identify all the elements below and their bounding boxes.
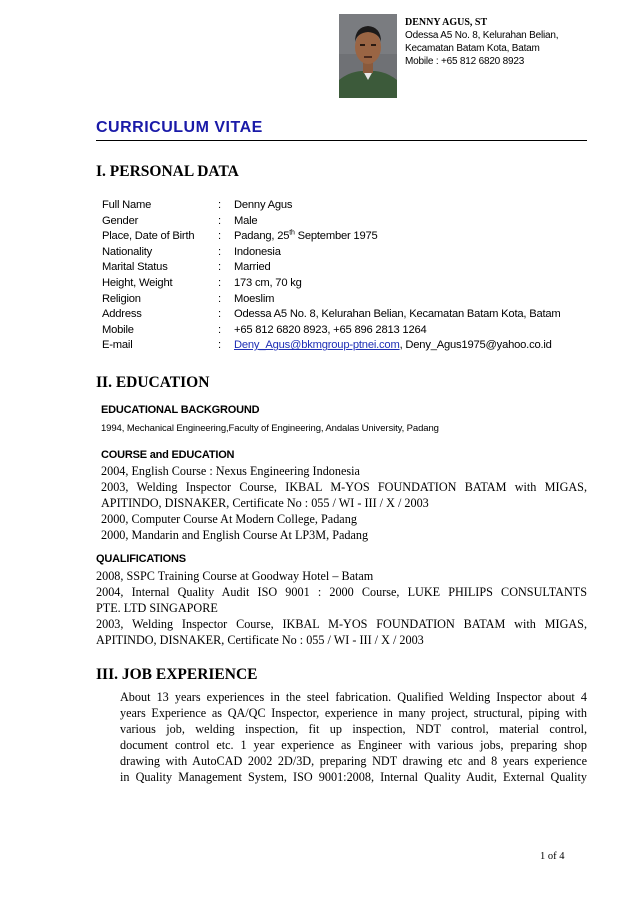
field-label: Nationality: [102, 245, 153, 258]
job-line: in Quality Management System, ISO 9001:2008, Internal Quality Audit, External Quality: [120, 769, 587, 784]
field-colon: :: [218, 230, 221, 243]
cv-title: CURRICULUM VITAE: [96, 119, 263, 136]
qualification-entry: 2008, SSPC Training Course at Goodway Hotel – Batam: [96, 569, 374, 583]
field-value: Male: [234, 214, 258, 227]
profile-photo: [339, 14, 397, 98]
personal-data-row: [102, 292, 561, 308]
course-entry: 2000, Computer Course At Modern College, Padang: [101, 511, 357, 526]
ordinal-suffix: th: [289, 229, 295, 237]
personal-data-row: [102, 338, 561, 354]
field-label: Gender: [102, 214, 139, 227]
mobile-line: Mobile : +65 812 6820 8923: [405, 56, 525, 67]
job-line: document control etc. 1 year experience as Engineer with various jobs, preparing shop: [120, 737, 587, 752]
address-line-1: Odessa A5 No. 8, Kelurahan Belian,: [405, 30, 559, 41]
field-value: Indonesia: [234, 245, 281, 258]
candidate-name: DENNY AGUS, ST: [405, 17, 488, 28]
field-label: E-mail: [102, 339, 133, 352]
field-value: [234, 338, 552, 354]
education-heading: II. EDUCATION: [96, 374, 210, 391]
field-label: Religion: [102, 292, 141, 305]
secondary-email: , Deny_Agus1975@yahoo.co.id: [399, 339, 552, 352]
page-number: 1 of 4: [540, 851, 565, 862]
course-entry: 2004, English Course : Nexus Engineering Indonesia: [101, 464, 360, 478]
qualification-entry: 2004, Internal Quality Audit ISO 9001 : 2000 Course, LUKE PHILIPS CONSULTANTS: [96, 584, 587, 599]
course-entry: APITINDO, DISNAKER, Certificate No : 055 / WI - III / X / 2003: [101, 495, 429, 510]
field-value: 173 cm, 70 kg: [234, 276, 302, 289]
course-entry: 2000, Mandarin and English Course At LP3M, Padang: [101, 527, 369, 542]
birth-place-day: Padang, 25: [234, 230, 290, 243]
field-value: Denny Agus: [234, 199, 293, 211]
field-value: Married: [234, 261, 271, 274]
birth-month-year: September 1975: [294, 230, 378, 243]
personal-data-row: [102, 323, 561, 339]
course-education-heading: COURSE and EDUCATION: [101, 449, 235, 461]
qualification-entry: 2003, Welding Inspector Course, IKBAL M-YOS FOUNDATION BATAM with MIGAS,: [96, 616, 587, 631]
qualification-entry: APITINDO, DISNAKER, Certificate No : 055 / WI - III / X / 2003: [96, 632, 424, 647]
title-divider: [96, 140, 587, 141]
contact-block: [405, 16, 558, 68]
course-list: [101, 464, 587, 544]
personal-data-row: [102, 198, 561, 214]
field-colon: :: [218, 276, 221, 289]
field-colon: :: [218, 214, 221, 227]
field-label: Mobile: [102, 323, 134, 336]
qualifications-list: [96, 569, 587, 649]
job-experience-heading: III. JOB EXPERIENCE: [96, 666, 258, 683]
educational-background-entry: 1994, Mechanical Engineering,Faculty of Engineering, Andalas University, Padang: [101, 423, 439, 434]
qualifications-heading: QUALIFICATIONS: [96, 553, 186, 565]
field-value: [234, 229, 378, 245]
portrait-image: [339, 14, 397, 98]
field-value: Odessa A5 No. 8, Kelurahan Belian, Kecamatan Batam Kota, Batam: [234, 308, 561, 321]
field-label: Address: [102, 308, 142, 321]
email-link[interactable]: Deny_Agus@bkmgroup-ptnei.com: [234, 339, 400, 352]
qualification-entry: PTE. LTD SINGAPORE: [96, 600, 218, 615]
educational-background-heading: EDUCATIONAL BACKGROUND: [101, 404, 260, 416]
field-label: Full Name: [102, 199, 152, 211]
field-colon: :: [218, 339, 221, 352]
job-line: years Experience as QA/QC Inspector, experience in many project, structural, piping with: [120, 705, 587, 720]
personal-data-row: [102, 260, 561, 276]
personal-data-heading: I. PERSONAL DATA: [96, 163, 239, 180]
field-colon: :: [218, 199, 221, 211]
personal-data-row: [102, 214, 561, 230]
field-label: Height, Weight: [102, 276, 173, 289]
field-colon: :: [218, 292, 221, 305]
field-colon: :: [218, 308, 221, 321]
personal-data-row: [102, 276, 561, 292]
field-colon: :: [218, 323, 221, 336]
field-value: +65 812 6820 8923, +65 896 2813 1264: [234, 323, 427, 336]
personal-data-row: [102, 229, 561, 245]
field-label: Place, Date of Birth: [102, 230, 195, 243]
personal-data-row: [102, 307, 561, 323]
job-line: various job, welding inspection, fit up inspection, NDT control, material control,: [120, 721, 587, 736]
address-line-2: Kecamatan Batam Kota, Batam: [405, 43, 540, 54]
job-line: About 13 years experiences in the steel fabrication. Qualified Welding Inspector about 4: [120, 690, 587, 704]
field-colon: :: [218, 261, 221, 274]
job-experience-paragraph: [120, 690, 587, 785]
personal-data-row: [102, 245, 561, 261]
field-value: Moeslim: [234, 292, 275, 305]
job-line: drawing with AutoCAD 2002 2D/3D, preparing NDT drawing etc and 8 years experience: [120, 753, 587, 768]
field-colon: :: [218, 245, 221, 258]
personal-data-table: [102, 198, 561, 354]
field-label: Marital Status: [102, 261, 168, 274]
course-entry: 2003, Welding Inspector Course, IKBAL M-YOS FOUNDATION BATAM with MIGAS,: [101, 479, 587, 494]
